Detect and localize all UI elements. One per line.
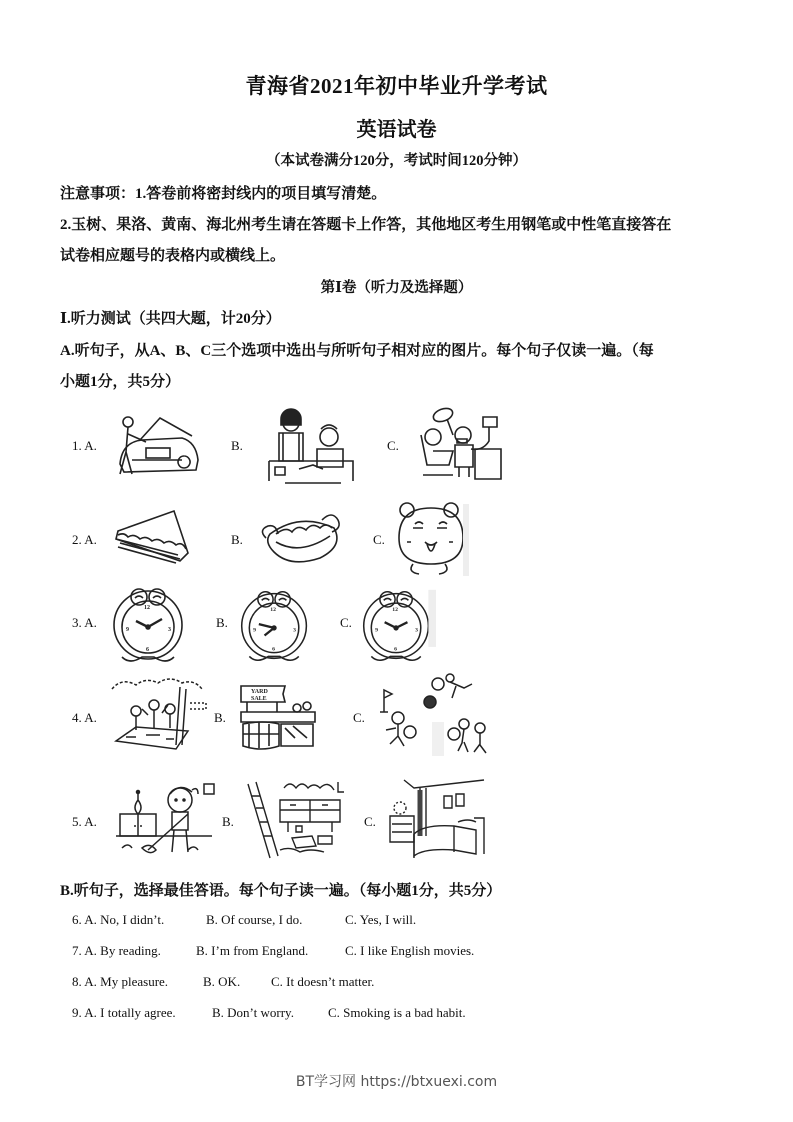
notes-line-3: 试卷相应题号的表格内或横线上。 xyxy=(60,248,286,264)
q4-picture-a-picnic-under-tree[interactable] xyxy=(106,675,210,755)
q1-label-b: B. xyxy=(231,438,243,453)
q1-label-c: C. xyxy=(387,438,399,453)
svg-text:3: 3 xyxy=(168,627,171,633)
volume-title: 第Ⅰ卷（听力及选择题） xyxy=(320,280,473,296)
q3-picture-a-clock-2-oclock[interactable] xyxy=(108,585,190,665)
footer-watermark: BT学习网 https://btxuexi.com xyxy=(295,1074,498,1090)
q1-picture-c-dentist-with-patient[interactable] xyxy=(413,405,505,485)
q5-picture-c-tidy-bedroom[interactable] xyxy=(384,776,488,860)
q9-option-b[interactable]: B. Don’t worry. xyxy=(212,1005,294,1020)
section-1-title: Ⅰ.听力测试（共四大题，计20分） xyxy=(60,311,281,327)
q4-label-a: 4. A. xyxy=(72,710,97,725)
q2-label-a: 2. A. xyxy=(72,532,97,547)
q2-picture-b-hot-dog[interactable] xyxy=(256,508,346,570)
svg-text:SALE: SALE xyxy=(251,696,267,702)
svg-text:6: 6 xyxy=(394,646,397,653)
q1-picture-b-mother-helping-boy[interactable] xyxy=(265,405,357,485)
q6-option-c[interactable]: C. Yes, I will. xyxy=(345,912,417,927)
q8-option-a[interactable]: 8. A. My pleasure. xyxy=(72,974,169,989)
notes-line-1: 注意事项：1.答卷前将密封线内的项目填写清楚。 xyxy=(60,186,387,202)
q2-label-b: B. xyxy=(231,532,243,547)
q3-picture-c-clock-10-oclock[interactable] xyxy=(358,587,436,665)
svg-text:9: 9 xyxy=(253,627,256,634)
svg-text:12: 12 xyxy=(270,606,276,613)
svg-text:12: 12 xyxy=(144,605,150,611)
svg-text:6: 6 xyxy=(146,647,149,653)
q2-picture-a-sandwich[interactable] xyxy=(112,507,192,567)
q7-option-c[interactable]: C. I like English movies. xyxy=(345,943,475,958)
q3-label-b: B. xyxy=(216,615,228,630)
part-a-instructions-1: A.听句子，从A、B、C三个选项中选出与所听句子相对应的图片。每个句子仅读一遍。（每 xyxy=(60,343,654,359)
q5-picture-b-messy-room[interactable] xyxy=(244,778,348,860)
svg-text:12: 12 xyxy=(392,606,398,613)
q8-option-c[interactable]: C. It doesn’t matter. xyxy=(271,974,375,989)
q5-label-b: B. xyxy=(222,814,234,829)
q4-picture-b-yard-sale[interactable] xyxy=(237,680,321,752)
exam-subtitle: 英语试卷 xyxy=(356,119,437,141)
q1-picture-a-man-repairing-car[interactable] xyxy=(112,412,202,480)
q7-option-b[interactable]: B. I’m from England. xyxy=(196,943,309,958)
q2-picture-c-cartoon-bear[interactable] xyxy=(393,498,469,578)
q1-label-a: 1. A. xyxy=(72,438,97,453)
notes-line-2: 2.玉树、果洛、黄南、海北州考生请在答题卡上作答，其他地区考生用钢笔或中性笔直接答在 xyxy=(60,217,672,233)
q5-label-a: 5. A. xyxy=(72,814,97,829)
exam-title: 青海省2021年初中毕业升学考试 xyxy=(245,74,548,98)
q4-picture-c-kids-playing-sports[interactable] xyxy=(372,672,500,758)
svg-text:9: 9 xyxy=(375,627,378,634)
q6-option-b[interactable]: B. Of course, I do. xyxy=(206,912,303,927)
q2-label-c: C. xyxy=(373,532,385,547)
q4-label-c: C. xyxy=(353,710,365,725)
q3-label-a: 3. A. xyxy=(72,615,97,630)
q3-picture-b-clock-9-40[interactable] xyxy=(236,587,314,665)
q9-option-c[interactable]: C. Smoking is a bad habit. xyxy=(328,1005,466,1020)
exam-info: （本试卷满分120分，考试时间120分钟） xyxy=(266,153,527,169)
q5-label-c: C. xyxy=(364,814,376,829)
q5-picture-a-girl-sweeping[interactable] xyxy=(112,778,216,860)
part-a-instructions-2: 小题1分，共5分） xyxy=(60,374,181,390)
q8-option-b[interactable]: B. OK. xyxy=(203,974,241,989)
svg-text:YARD: YARD xyxy=(251,689,268,695)
q3-label-c: C. xyxy=(340,615,352,630)
part-b-instructions: B.听句子，选择最佳答语。每个句子读一遍。（每小题1分，共5分） xyxy=(60,883,502,899)
svg-text:6: 6 xyxy=(272,646,275,653)
q4-label-b: B. xyxy=(214,710,226,725)
svg-text:3: 3 xyxy=(293,627,296,634)
q9-option-a[interactable]: 9. A. I totally agree. xyxy=(72,1005,176,1020)
q7-option-a[interactable]: 7. A. By reading. xyxy=(72,943,161,958)
svg-text:9: 9 xyxy=(126,627,129,633)
svg-text:3: 3 xyxy=(415,627,418,634)
q6-option-a[interactable]: 6. A. No, I didn’t. xyxy=(72,912,165,927)
